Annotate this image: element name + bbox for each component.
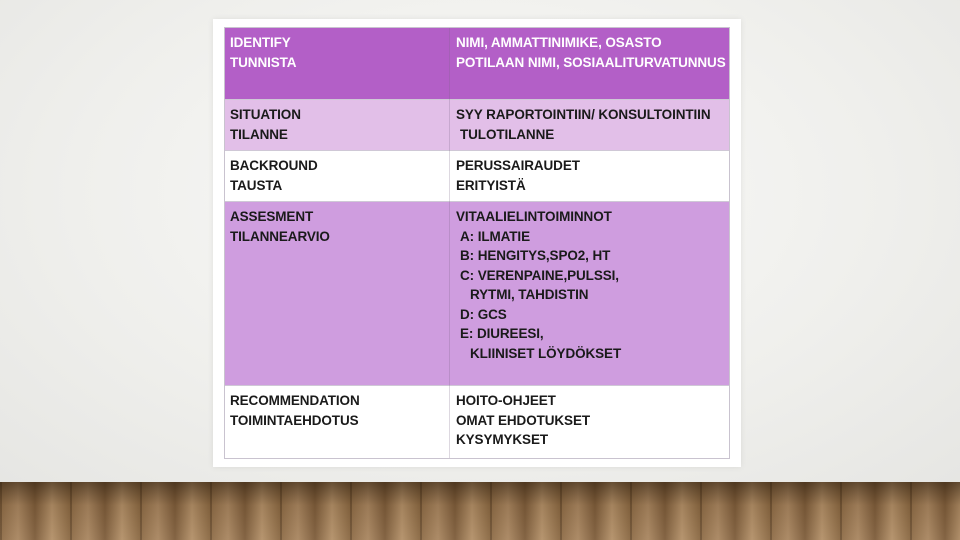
column-divider [449,28,450,458]
row-assessment [225,202,729,386]
row-recommendation [225,386,729,458]
floor-shadow [0,482,960,540]
identify-content: NIMI, AMMATTINIMIKE, OSASTO POTILAAN NIMI, SOSIAALITURVATUNNUS [456,35,726,70]
background-label: BACKROUND TAUSTA [230,158,318,193]
sbar-card [213,19,741,467]
situation-content: SYY RAPORTOINTIIN/ KONSULTOINTIIN TULOTILANNE [456,107,711,142]
assessment-content: VITAALIELINTOIMINNOT A: ILMATIE B: HENGITYS,SPO2, HT C: VERENPAINE,PULSSI, RYTMI, TAHDISTIN D: GCS E: DIUREESI, KLIINISET LÖYDÖKSET [456,209,622,361]
identify-label: IDENTIFY TUNNISTA [230,35,297,70]
assessment-label: ASSESMENT TILANNEARVIO [230,209,330,244]
row-identify [225,28,729,100]
recommendation-content: HOITO-OHJEET OMAT EHDOTUKSET KYSYMYKSET [456,393,590,447]
background-content: PERUSSAIRAUDET ERITYISTÄ [456,158,580,193]
row-background [225,151,729,202]
recommendation-label: RECOMMENDATION TOIMINTAEHDOTUS [230,393,360,428]
row-situation [225,100,729,151]
situation-label: SITUATION TILANNE [230,107,301,142]
sbar-table [224,27,730,459]
